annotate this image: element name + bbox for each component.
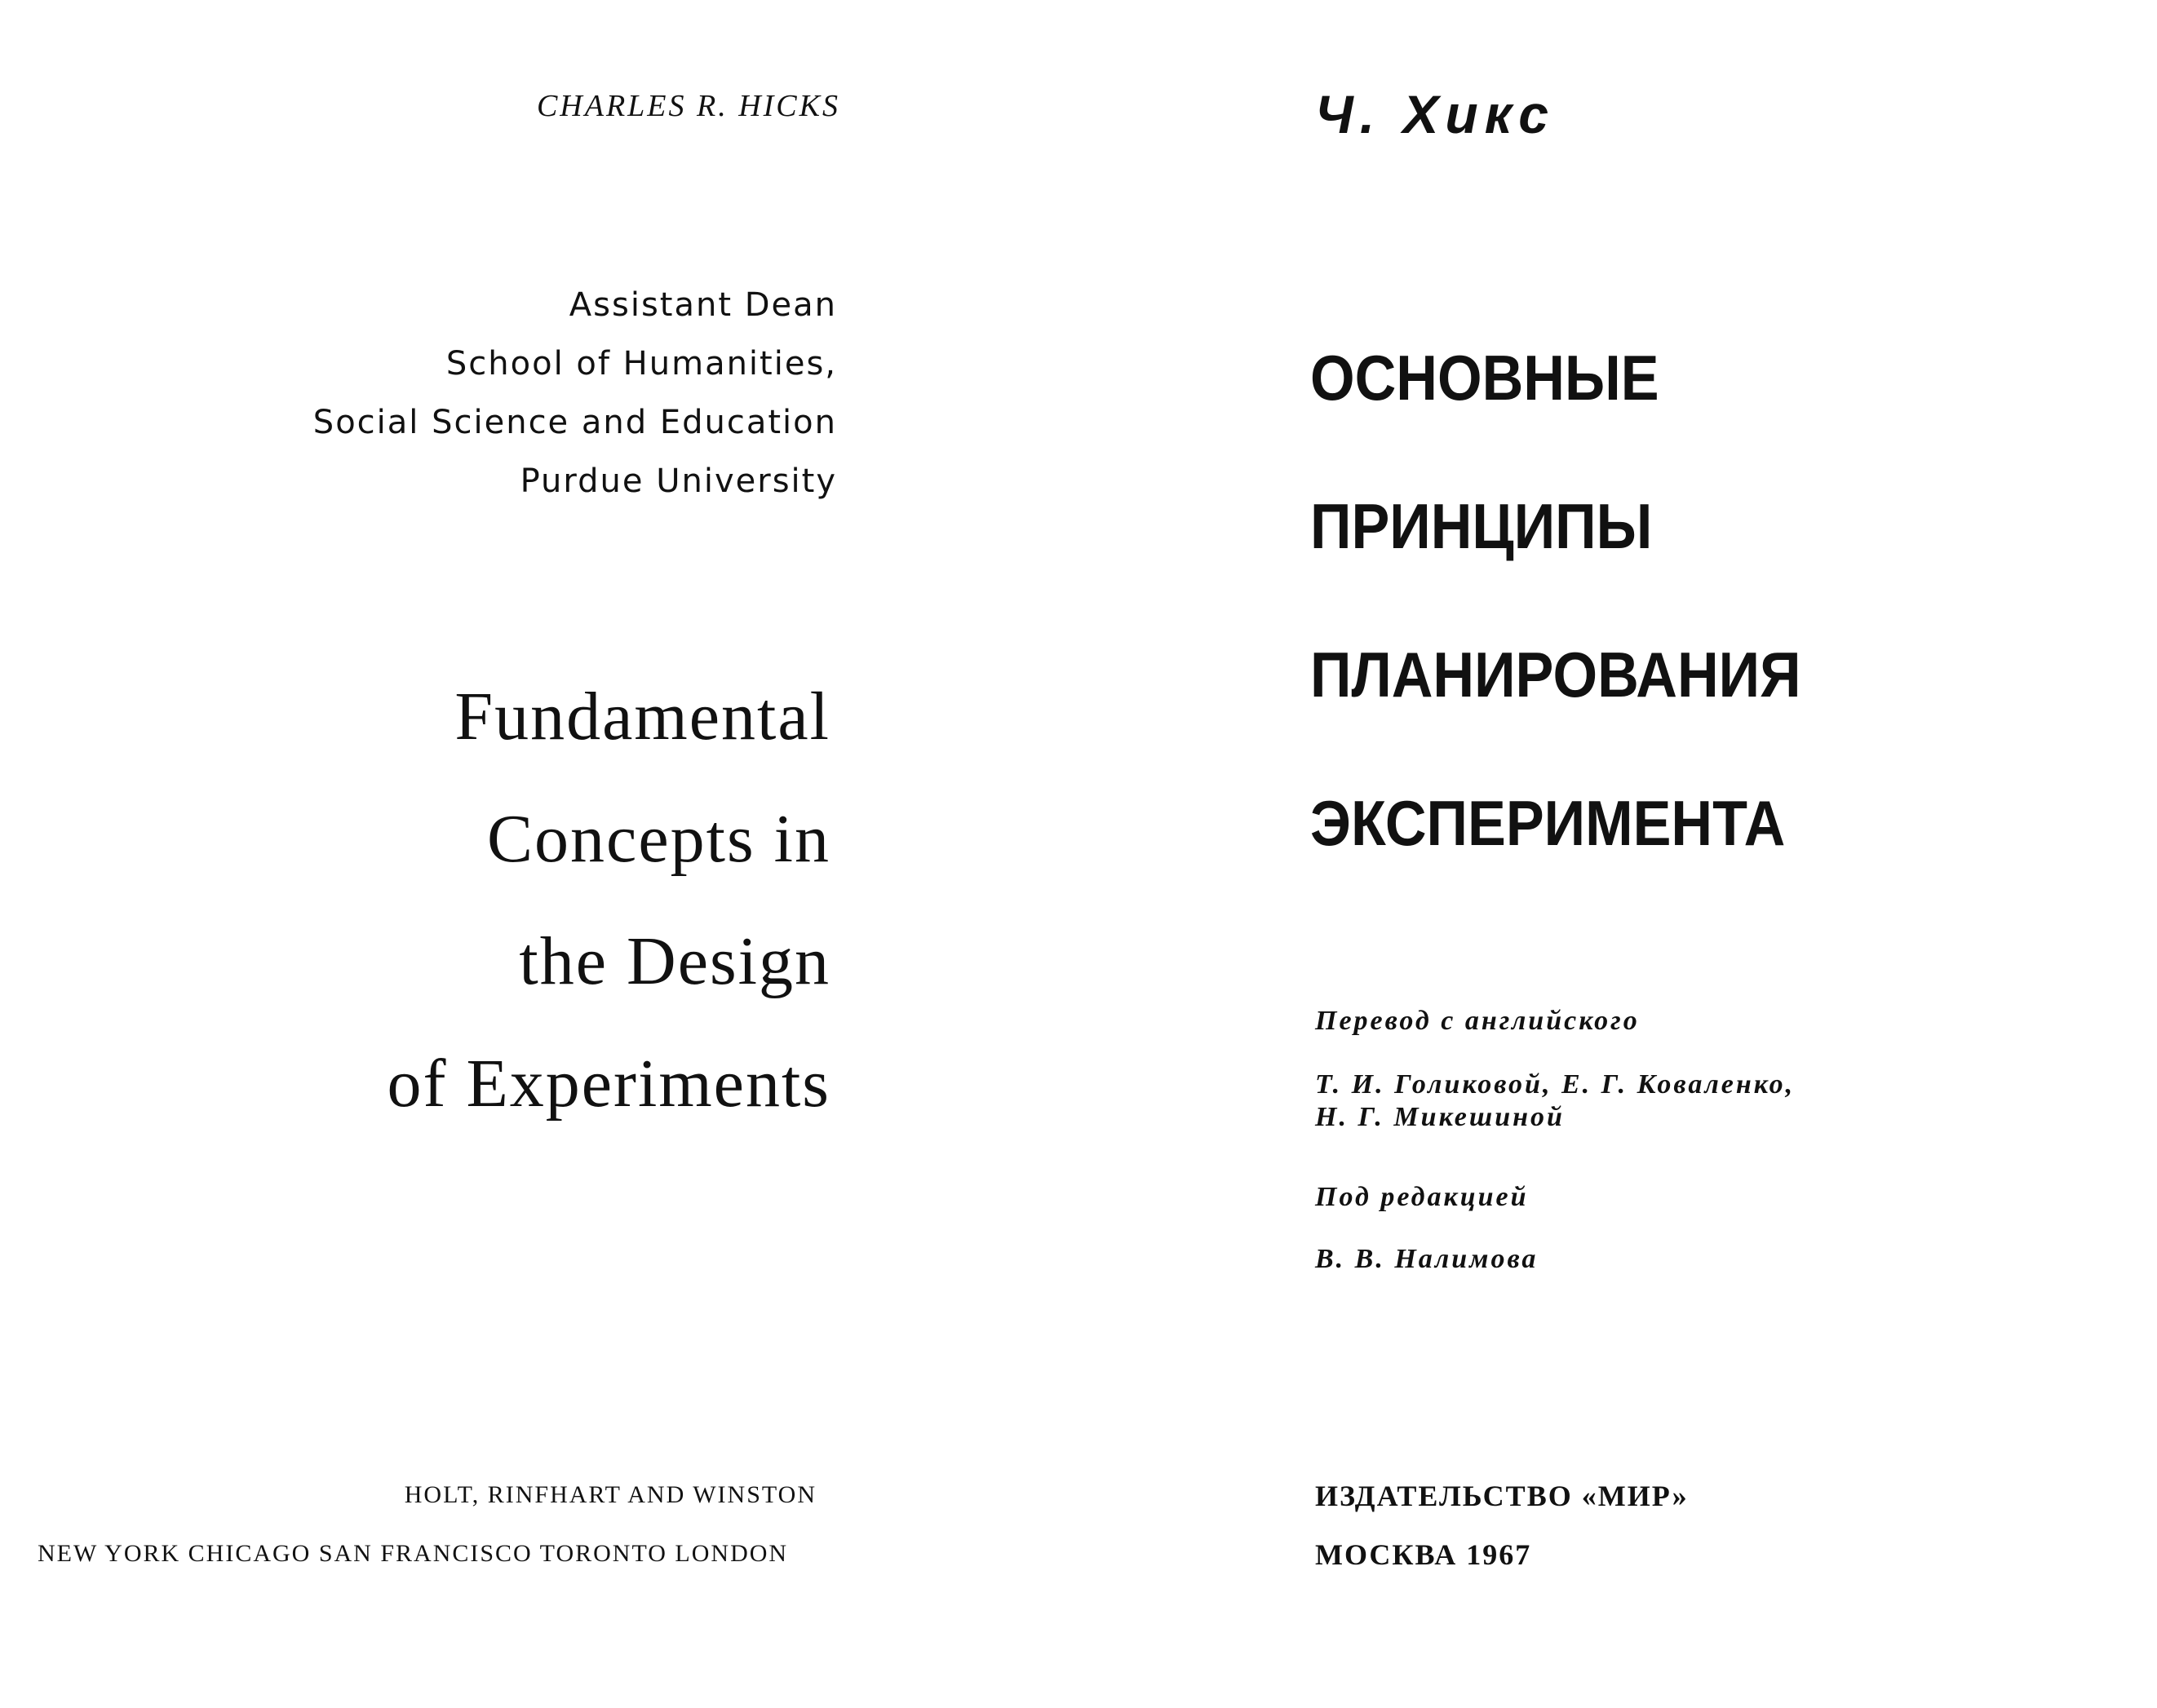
editor-label: Под редакцией [1315,1182,1529,1212]
publication-city-year: МОСКВА 1967 [1315,1538,1532,1571]
title-line: Fundamental [454,679,830,754]
right-title-page [1078,0,2157,1708]
translation-label: Перевод с английского [1315,1006,1640,1036]
title-line: ПРИНЦИПЫ [1310,490,1653,562]
editor-name: В. В. Налимова [1315,1244,1539,1274]
left-title-page [0,0,1078,1708]
translation-credits [1315,1005,1795,1276]
author-affiliation [313,276,837,511]
title-line: Concepts in [487,801,830,877]
title-line: of Experiments [387,1046,830,1122]
publisher-english: HOLT, RINFHART AND WINSTON [404,1481,817,1508]
book-title-english [387,656,830,1145]
affiliation-line: Social Science and Education [312,404,837,441]
affiliation-line: Assistant Dean [569,286,837,324]
affiliation-line: Purdue University [520,462,837,500]
publisher-cities: NEW YORK CHICAGO SAN FRANCISCO TORONTO LONDON [38,1540,789,1567]
title-line: ОСНОВНЫЕ [1310,342,1659,414]
author-name-russian: Ч. Хикс [1315,84,1555,144]
publisher-name: ИЗДАТЕЛЬСТВО «МИР» [1315,1480,1689,1512]
affiliation-line: School of Humanities, [445,345,837,383]
title-line: ПЛАНИРОВАНИЯ [1310,639,1801,710]
author-name-english: CHARLES R. HICKS [536,89,840,123]
book-title-russian [1310,303,1801,897]
translators-line: Т. И. Голиковой, Е. Г. Коваленко, [1315,1069,1796,1100]
publisher-imprint-russian [1315,1467,1689,1584]
translators-line: Н. Г. Микешиной [1315,1102,1565,1132]
title-line: the Design [519,923,830,999]
title-line: ЭКСПЕРИМЕНТА [1310,787,1786,859]
